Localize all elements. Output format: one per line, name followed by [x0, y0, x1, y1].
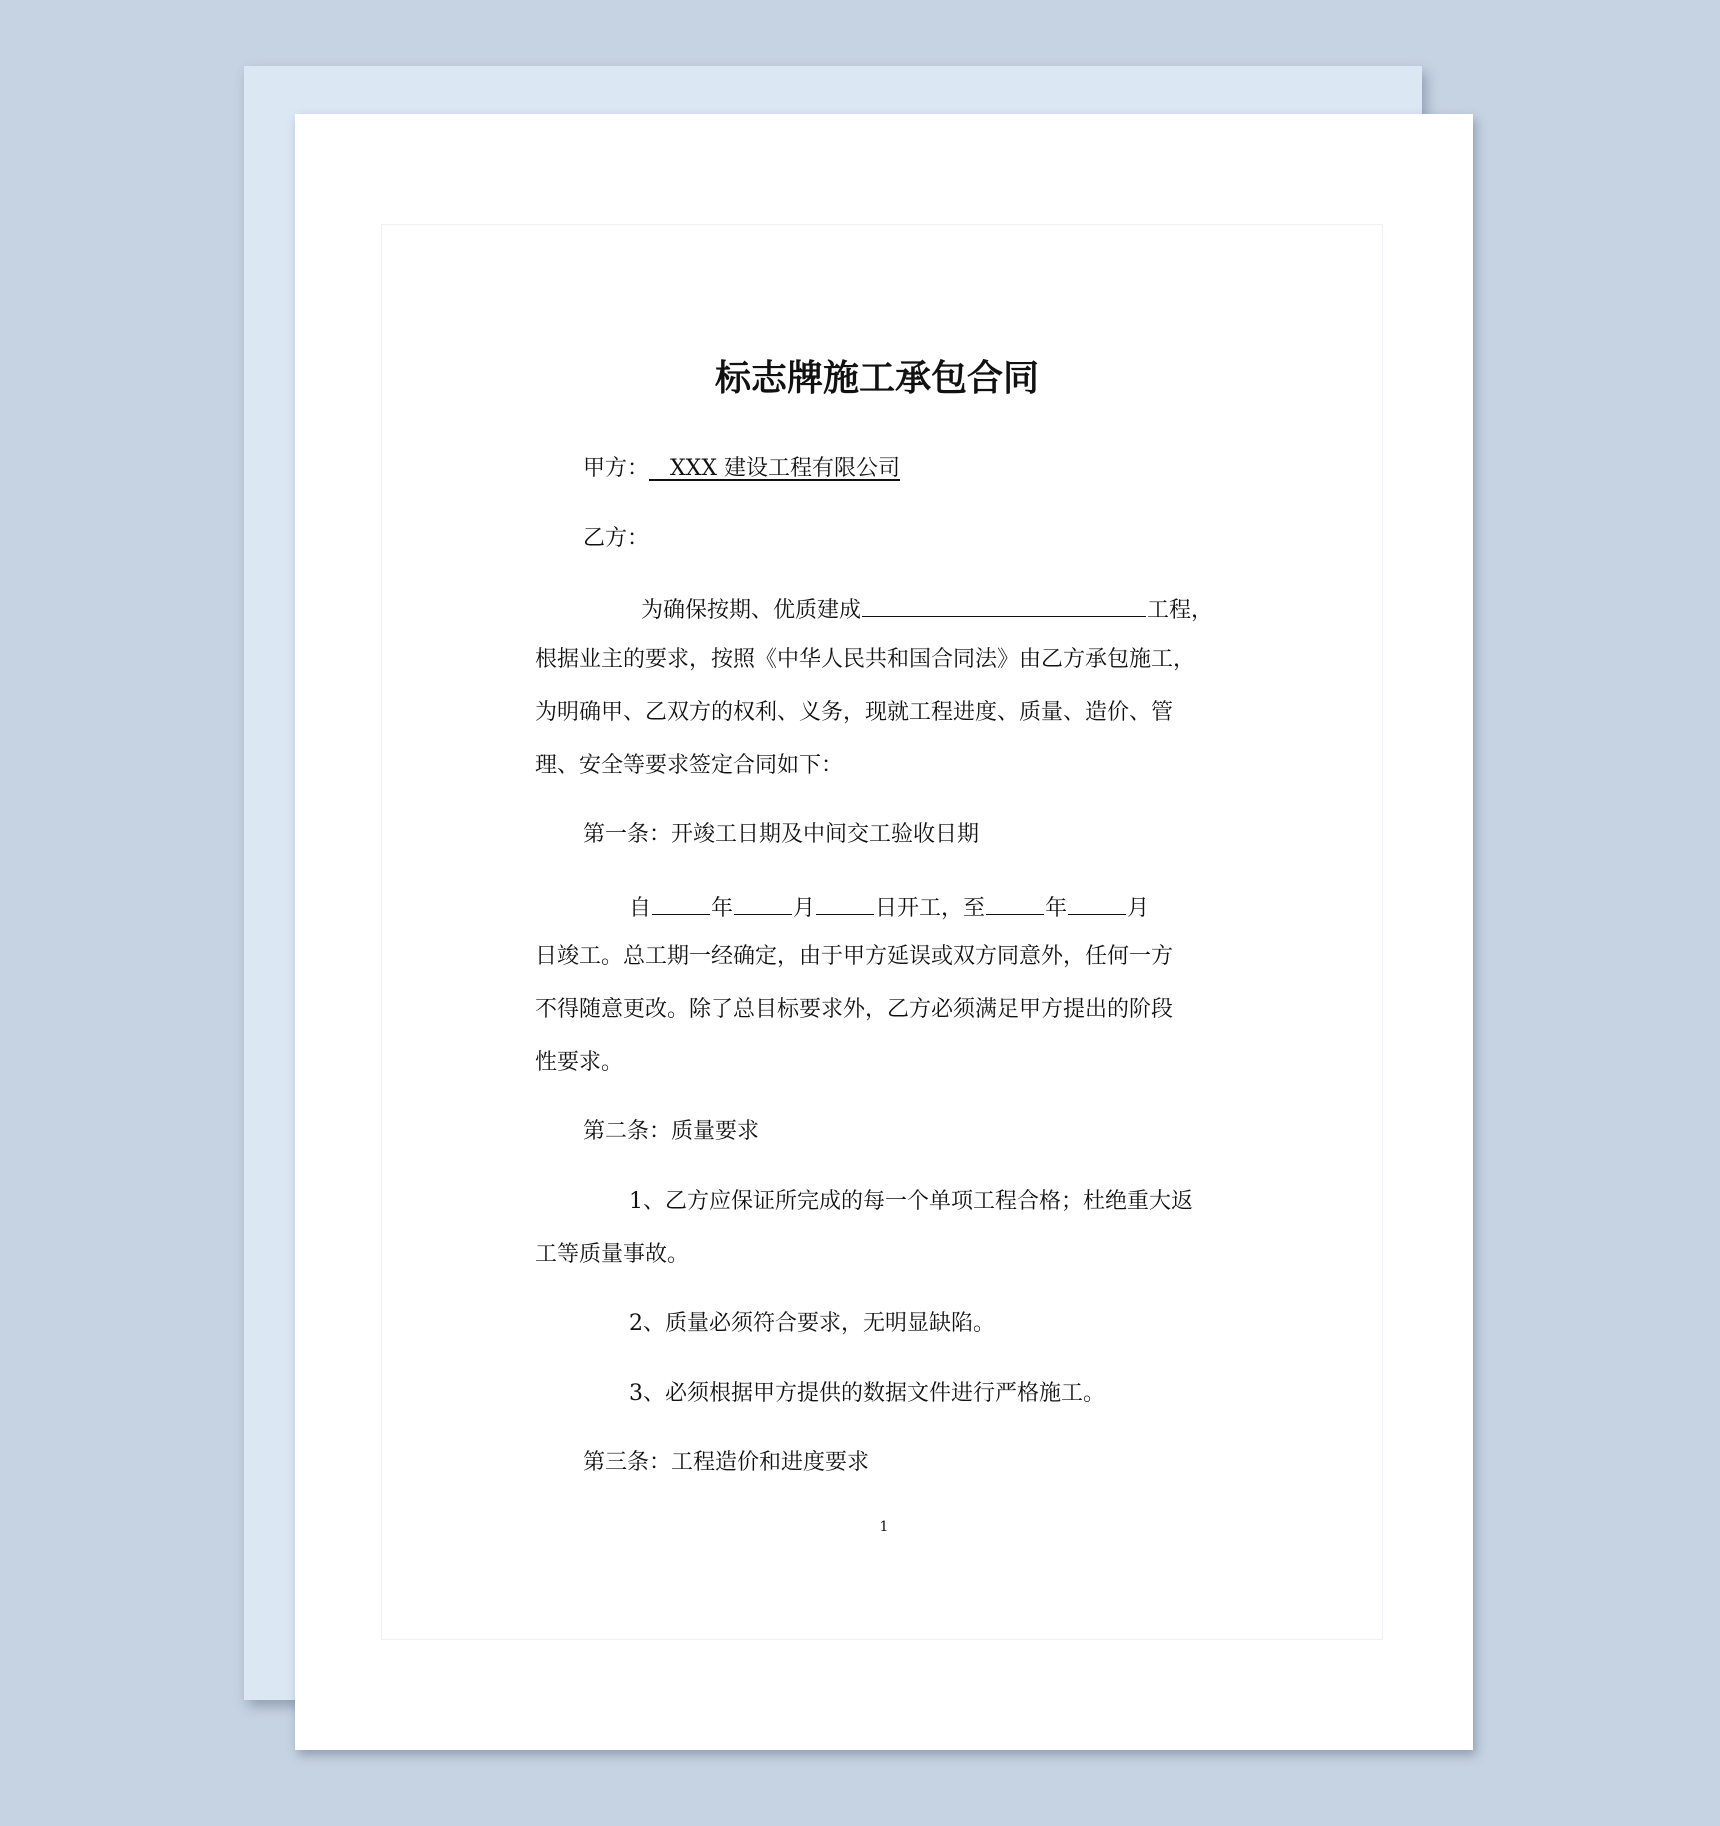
article-3-heading: 第三条：工程造价和进度要求 [583, 1450, 870, 1475]
project-name-blank[interactable] [862, 592, 1146, 617]
page-margin-frame [381, 224, 1383, 1640]
document-page [295, 114, 1473, 1750]
start-year-blank[interactable] [652, 890, 710, 915]
party-a-line [583, 454, 900, 484]
party-b-label: 乙方： [583, 526, 650, 551]
article-2-item-3: 3、必须根据甲方提供的数据文件进行严格施工。 [629, 1381, 1105, 1406]
start-month-blank[interactable] [734, 890, 792, 915]
intro-line-3: 为明确甲、乙双方的权利、义务，现就工程进度、质量、造价、管 [535, 700, 1174, 725]
article-1-date-line: 自 年 月 日开工，至 年 月 [629, 890, 1149, 924]
article-1-line-3: 不得随意更改。除了总目标要求外，乙方必须满足甲方提出的阶段 [535, 997, 1174, 1022]
article-1-heading: 第一条：开竣工日期及中间交工验收日期 [583, 822, 980, 847]
party-a-label: 甲方： [583, 456, 650, 481]
page-number: 1 [879, 1519, 889, 1535]
article-2-item-2: 2、质量必须符合要求，无明显缺陷。 [629, 1311, 995, 1336]
article-2-item-1-line-1: 1、乙方应保证所完成的每一个单项工程合格；杜绝重大返 [629, 1189, 1193, 1214]
intro-line-4: 理、安全等要求签定合同如下： [535, 753, 844, 778]
end-month-blank[interactable] [1068, 890, 1126, 915]
party-a-value: XXX 建设工程有限公司 [670, 456, 900, 481]
intro-line-2: 根据业主的要求，按照《中华人民共和国合同法》由乙方承包施工， [535, 647, 1196, 672]
article-1-line-2: 日竣工。总工期一经确定，由于甲方延误或双方同意外，任何一方 [535, 944, 1174, 969]
document-title: 标志牌施工承包合同 [715, 357, 1040, 399]
article-2-heading: 第二条：质量要求 [583, 1119, 760, 1144]
article-1-line-4: 性要求。 [535, 1050, 624, 1075]
article-2-item-1-line-2: 工等质量事故。 [535, 1242, 690, 1267]
start-day-blank[interactable] [816, 890, 874, 915]
end-year-blank[interactable] [986, 890, 1044, 915]
intro-line-1: 为确保按期、优质建成 工程， [641, 592, 1213, 626]
